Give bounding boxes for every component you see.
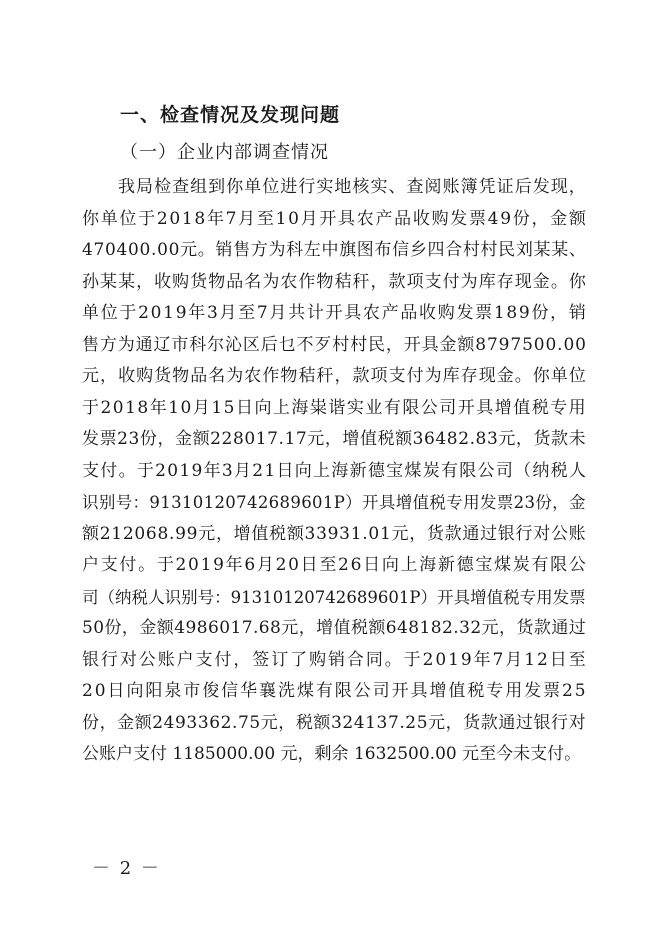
body-line: 司 （ 纳 税 人 识 别 号 ： 9 1 3 1 0 1 2 0 7 4 2 6 8 9 6 0 1 P ） 开 具 增 值 税 专 用 发 票 bbox=[82, 587, 586, 607]
body-line: 发 票 2 3 份 ， 金 额 2 2 8 0 1 7 . 1 7 元 ， 增 值 税 额 3 6 4 8 2 . 8 3 元 ， 货 款 未 bbox=[82, 429, 586, 449]
body-line: 孙 某 某 ， 收 购 货 物 品 名 为 农 作 物 秸 秆 ， 款 项 支 付 为 库 存 现 金 。 你 bbox=[82, 271, 586, 292]
body-line: 元 ， 收 购 货 物 品 名 为 农 作 物 秸 秆 ， 款 项 支 付 为 库 存 现 金 。 你 单 位 bbox=[82, 366, 586, 386]
body-text bbox=[82, 172, 586, 771]
body-line: 于 2 0 1 8 年 1 0 月 1 5 日 向 上 海 粜 谐 实 业 有 限 公 司 开 具 增 值 税 专 用 bbox=[82, 397, 586, 418]
body-line: 2 0 日 向 阳 泉 市 俊 信 华 襄 洗 煤 有 限 公 司 开 具 增 值 税 专 用 发 票 2 5 bbox=[82, 681, 586, 701]
body-line: 5 0 份 ， 金 额 4 9 8 6 0 1 7 . 6 8 元 ， 增 值 税 额 6 4 8 1 8 2 . 3 2 元 ， 货 款 通 过 bbox=[82, 618, 586, 638]
body-line: 公账户支付 1185000.00 元，剩余 1632500.00 元至今未支付。 bbox=[82, 744, 582, 764]
body-line: 额 2 1 2 0 6 8 . 9 9 元 ， 增 值 税 额 3 3 9 3 1 . 0 1 元 ， 货 款 通 过 银 行 对 公 账 bbox=[82, 523, 586, 544]
body-line: 售 方 为 通 辽 市 科 尔 沁 区 后 乜 不 歹 村 村 民 ， 开 具 金 额 8 7 9 7 5 0 0 . 0 0 bbox=[82, 334, 586, 355]
body-line: 份 ， 金 额 2 4 9 3 3 6 2 . 7 5 元 ， 税 额 3 2 4 1 3 7 . 2 5 元 ， 货 款 通 过 银 行 对 bbox=[82, 712, 586, 733]
body-line: 支 付 。 于 2 0 1 9 年 3 月 2 1 日 向 上 海 新 德 宝 煤 炭 有 限 公 司 （ 纳 税 人 bbox=[82, 460, 586, 481]
subsection-heading: （一）企业内部调查情况 bbox=[120, 142, 329, 163]
body-line: 银 行 对 公 账 户 支 付 ， 签 订 了 购 销 合 同 。 于 2 0 1 9 年 7 月 1 2 日 至 bbox=[82, 649, 586, 670]
body-line: 你 单 位 于 2 0 1 8 年 7 月 至 1 0 月 开 具 农 产 品 收 购 发 票 4 9 份 ， 金 额 bbox=[82, 208, 586, 229]
body-line: 户 支 付 。 于 2 0 1 9 年 6 月 2 0 日 至 2 6 日 向 上 海 新 德 宝 煤 炭 有 限 公 bbox=[82, 555, 586, 575]
section-heading: 一、检查情况及发现问题 bbox=[120, 104, 341, 126]
body-line: 我 局 检 查 组 到 你 单 位 进 行 实 地 核 实 、 查 阅 账 簿 凭 证 后 发 现 ， bbox=[118, 177, 586, 197]
body-line: 识 别 号 ： 9 1 3 1 0 1 2 0 7 4 2 6 8 9 6 0 1 P ） 开 具 增 值 税 专 用 发 票 2 3 份 ， 金 bbox=[82, 493, 586, 512]
body-line: 4 7 0 4 0 0 . 0 0 元 。 销 售 方 为 科 左 中 旗 图 布 信 乡 四 合 村 村 民 刘 某 某 、 bbox=[82, 240, 586, 260]
page-number: － 2 － bbox=[92, 858, 161, 879]
body-line: 单 位 于 2 0 1 9 年 3 月 至 7 月 共 计 开 具 农 产 品 收 购 发 票 1 8 9 份 ， 销 bbox=[82, 303, 586, 323]
